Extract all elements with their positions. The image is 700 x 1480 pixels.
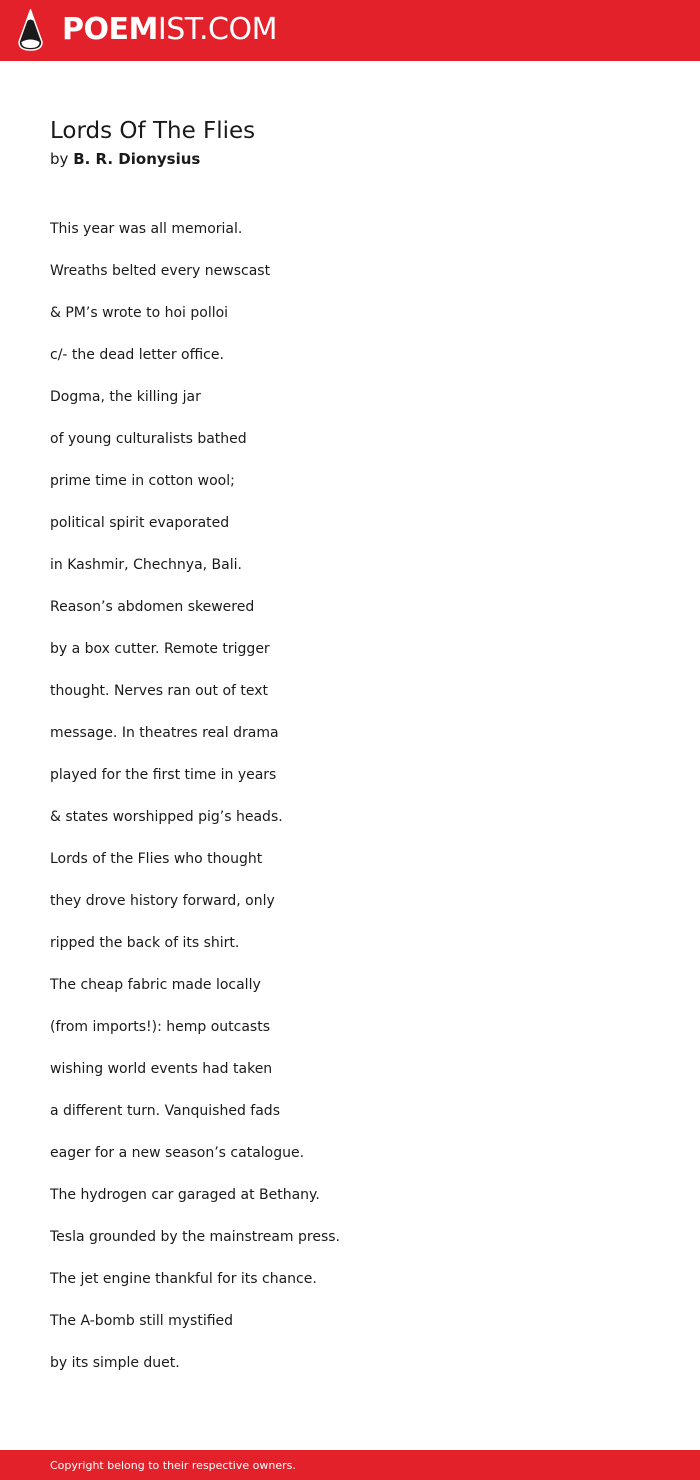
poem-line: & PM’s wrote to hoi polloi [50,305,229,321]
poem-author: B. R. Dionysius [73,150,201,168]
poem-line: by its simple duet. [50,1355,180,1371]
poem-line: prime time in cotton wool; [50,473,235,489]
poem-line: Wreaths belted every newscast [50,263,271,279]
poem-line: This year was all memorial. [50,221,243,237]
poem-line: in Kashmir, Chechnya, Bali. [50,557,242,573]
poem-line: ripped the back of its shirt. [50,935,240,951]
poem-line: a different turn. Vanquished fads [50,1103,280,1119]
poem-line: The hydrogen car garaged at Bethany. [50,1187,320,1203]
poem-line: message. In theatres real drama [50,725,279,741]
logo-text-light: IST.COM [157,12,277,47]
poem-line: wishing world events had taken [50,1061,273,1077]
poem-line: The A-bomb still mystified [50,1313,234,1329]
poem-line: of young culturalists bathed [50,431,247,447]
poem-line: by a box cutter. Remote trigger [50,641,270,657]
poem-line: (from imports!): hemp outcasts [50,1019,270,1035]
poem-byline [50,149,200,169]
poem-line: Reason’s abdomen skewered [50,599,255,615]
poem-line: political spirit evaporated [50,515,230,531]
poem-title: Lords Of The Flies [50,118,256,144]
poem-body [50,218,340,1394]
poem-line: Tesla grounded by the mainstream press. [50,1229,341,1245]
poem-line: Dogma, the killing jar [50,389,201,405]
poem-line: they drove history forward, only [50,893,275,909]
poem-line: c/- the dead letter office. [50,347,224,363]
poem-line: eager for a new season’s catalogue. [50,1145,305,1161]
site-header [0,0,700,61]
poem-line: The jet engine thankful for its chance. [50,1271,317,1287]
copyright-text: Copyright belong to their respective owners. [50,1459,296,1472]
site-logo[interactable] [62,12,277,48]
pencil-tip-icon[interactable] [17,9,44,51]
by-label: by [50,150,69,168]
poem-line: & states worshipped pig’s heads. [50,809,283,825]
poem-line: played for the first time in years [50,767,277,783]
logo-text-bold: POEM [62,12,158,47]
poem-line: thought. Nerves ran out of text [50,683,269,699]
poem-line: Lords of the Flies who thought [50,851,263,867]
site-footer [0,1450,700,1480]
poem-line: The cheap fabric made locally [50,977,261,993]
